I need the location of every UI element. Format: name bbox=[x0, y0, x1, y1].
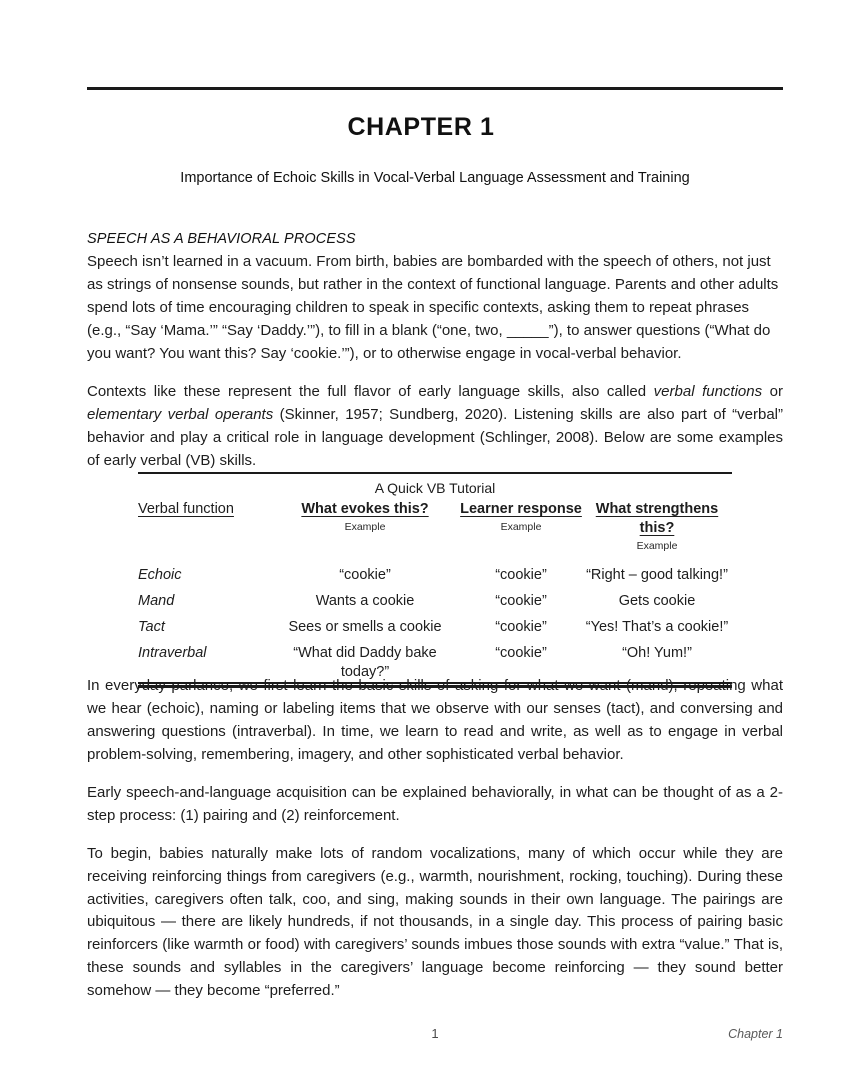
chapter-title: CHAPTER 1 bbox=[347, 113, 495, 141]
column-header-learner-response bbox=[460, 500, 582, 554]
cell-response: “cookie” bbox=[495, 593, 547, 610]
term-elementary-verbal-operants: elementary verbal operants bbox=[87, 405, 274, 423]
cell-evokes: Sees or smells a cookie bbox=[288, 619, 442, 636]
table-header bbox=[138, 500, 732, 554]
cell-response: “cookie” bbox=[495, 645, 547, 662]
column-subheader-example-strengthens: Example bbox=[636, 539, 678, 552]
vb-tutorial-table bbox=[138, 472, 732, 688]
column-header-learner-response-label: Learner response bbox=[460, 501, 582, 517]
content-upper bbox=[87, 230, 783, 473]
column-header-verbal-function-label: Verbal function bbox=[138, 501, 234, 517]
page-footer bbox=[87, 1026, 783, 1046]
cell-function: Mand bbox=[138, 593, 175, 610]
paragraph-speech-intro: Speech isn’t learned in a vacuum. From birth, babies are bombarded with the speech of others, not just as strings of nonsense sounds, but rather in the context of functional language. Parents and other adults spend lots of time encouraging children to speak in specific contexts, asking them to repeat phrases (e.g., “Say ‘Mama.’” “Say ‘Daddy.’”), to fill in a blank (“one, two, _____”), to answer questions (“What do you want? You want this? Say ‘cookie.’”), or to otherwise engage in vocal-verbal behavior. bbox=[87, 253, 779, 362]
table-row bbox=[138, 611, 732, 637]
table-caption: A Quick VB Tutorial bbox=[374, 480, 496, 496]
table-header-row bbox=[138, 500, 732, 554]
table-row bbox=[138, 585, 732, 611]
table-row bbox=[138, 554, 732, 585]
paragraph-verbal-operants-part-c: (Skinner, 1957; Sundberg, 2020). Listening skills are also part of “verbal” behavior and play a critical role in language development (Schlinger, 2008). Below are some examples of early verbal (VB) skills. bbox=[87, 405, 783, 469]
table-grid bbox=[138, 500, 732, 682]
cell-strengthens: “Right – good talking!” bbox=[586, 567, 728, 584]
cell-strengthens: “Oh! Yum!” bbox=[622, 645, 692, 662]
footer-chapter-label: Chapter 1 bbox=[728, 1027, 783, 1041]
cell-evokes: Wants a cookie bbox=[315, 593, 415, 610]
paragraph-two-step-process: Early speech-and-language acquisition can be explained behaviorally, in what can be thought of as a 2-step process: (1) pairing and (2) reinforcement. bbox=[87, 783, 783, 824]
cell-function: Intraverbal bbox=[138, 645, 207, 662]
content-lower bbox=[87, 675, 783, 1003]
column-header-verbal-function bbox=[138, 500, 270, 554]
column-header-what-strengthens-this-label: What strengthens this? bbox=[595, 501, 719, 536]
cell-strengthens: “Yes! That’s a cookie!” bbox=[585, 619, 729, 636]
column-header-what-evokes-this-label: What evokes this? bbox=[301, 501, 429, 517]
paragraph-verbal-operants-part-b: or bbox=[762, 382, 783, 400]
paragraph-verbal-operants-part-a: Contexts like these represent the full flavor of early language skills, also called bbox=[87, 382, 654, 400]
cell-function: Tact bbox=[138, 619, 165, 636]
paragraph-pairing: To begin, babies naturally make lots of random vocalizations, many of which occur while they are receiving reinforcing things from caregivers (e.g., warmth, nourishment, rocking, touching). During these activities, caregivers often talk, coo, and sing, making sounds in their own language. The pairings are ubiquitous — there are likely hundreds, if not thousands, in a single day. This process of pairing basic reinforcers (like warmth or food) with caregivers’ sounds imbues those sounds with extra “value.” That is, these sounds and syllables in the caregivers’ language become reinforcing — they sound better somehow — they become “preferred.” bbox=[87, 844, 783, 1000]
cell-response: “cookie” bbox=[495, 567, 547, 584]
column-header-what-strengthens-this bbox=[582, 500, 732, 554]
cell-evokes: “What did Daddy bake today?” bbox=[293, 645, 437, 680]
cell-response: “cookie” bbox=[495, 619, 547, 636]
column-header-what-evokes-this bbox=[270, 500, 460, 554]
header-divider-rule bbox=[87, 87, 783, 90]
column-subheader-example-response: Example bbox=[500, 520, 542, 533]
paragraph-verbal-operants bbox=[87, 381, 783, 473]
table-body bbox=[138, 554, 732, 681]
column-subheader-example-evokes: Example bbox=[344, 520, 386, 533]
page-number: 1 bbox=[431, 1026, 439, 1041]
chapter-subtitle: Importance of Echoic Skills in Vocal-Verbal Language Assessment and Training bbox=[180, 170, 690, 186]
paragraph-everyday-parlance: In everyday parlance, we first learn the basic skills of asking for what we want (mand), repeating what we hear (echoic), naming or labeling items that we observe with our senses (tact), and conversing and answering questions (intraverbal). In time, we learn to read and write, as well as to engage in verbal problem-solving, remembering, imagery, and other sophisticated verbal behavior. bbox=[87, 677, 783, 763]
section-heading: SPEECH AS A BEHAVIORAL PROCESS bbox=[87, 231, 356, 247]
cell-strengthens: Gets cookie bbox=[618, 593, 696, 610]
cell-evokes: “cookie” bbox=[339, 567, 391, 584]
cell-function: Echoic bbox=[138, 567, 182, 584]
term-verbal-functions: verbal functions bbox=[653, 382, 763, 400]
